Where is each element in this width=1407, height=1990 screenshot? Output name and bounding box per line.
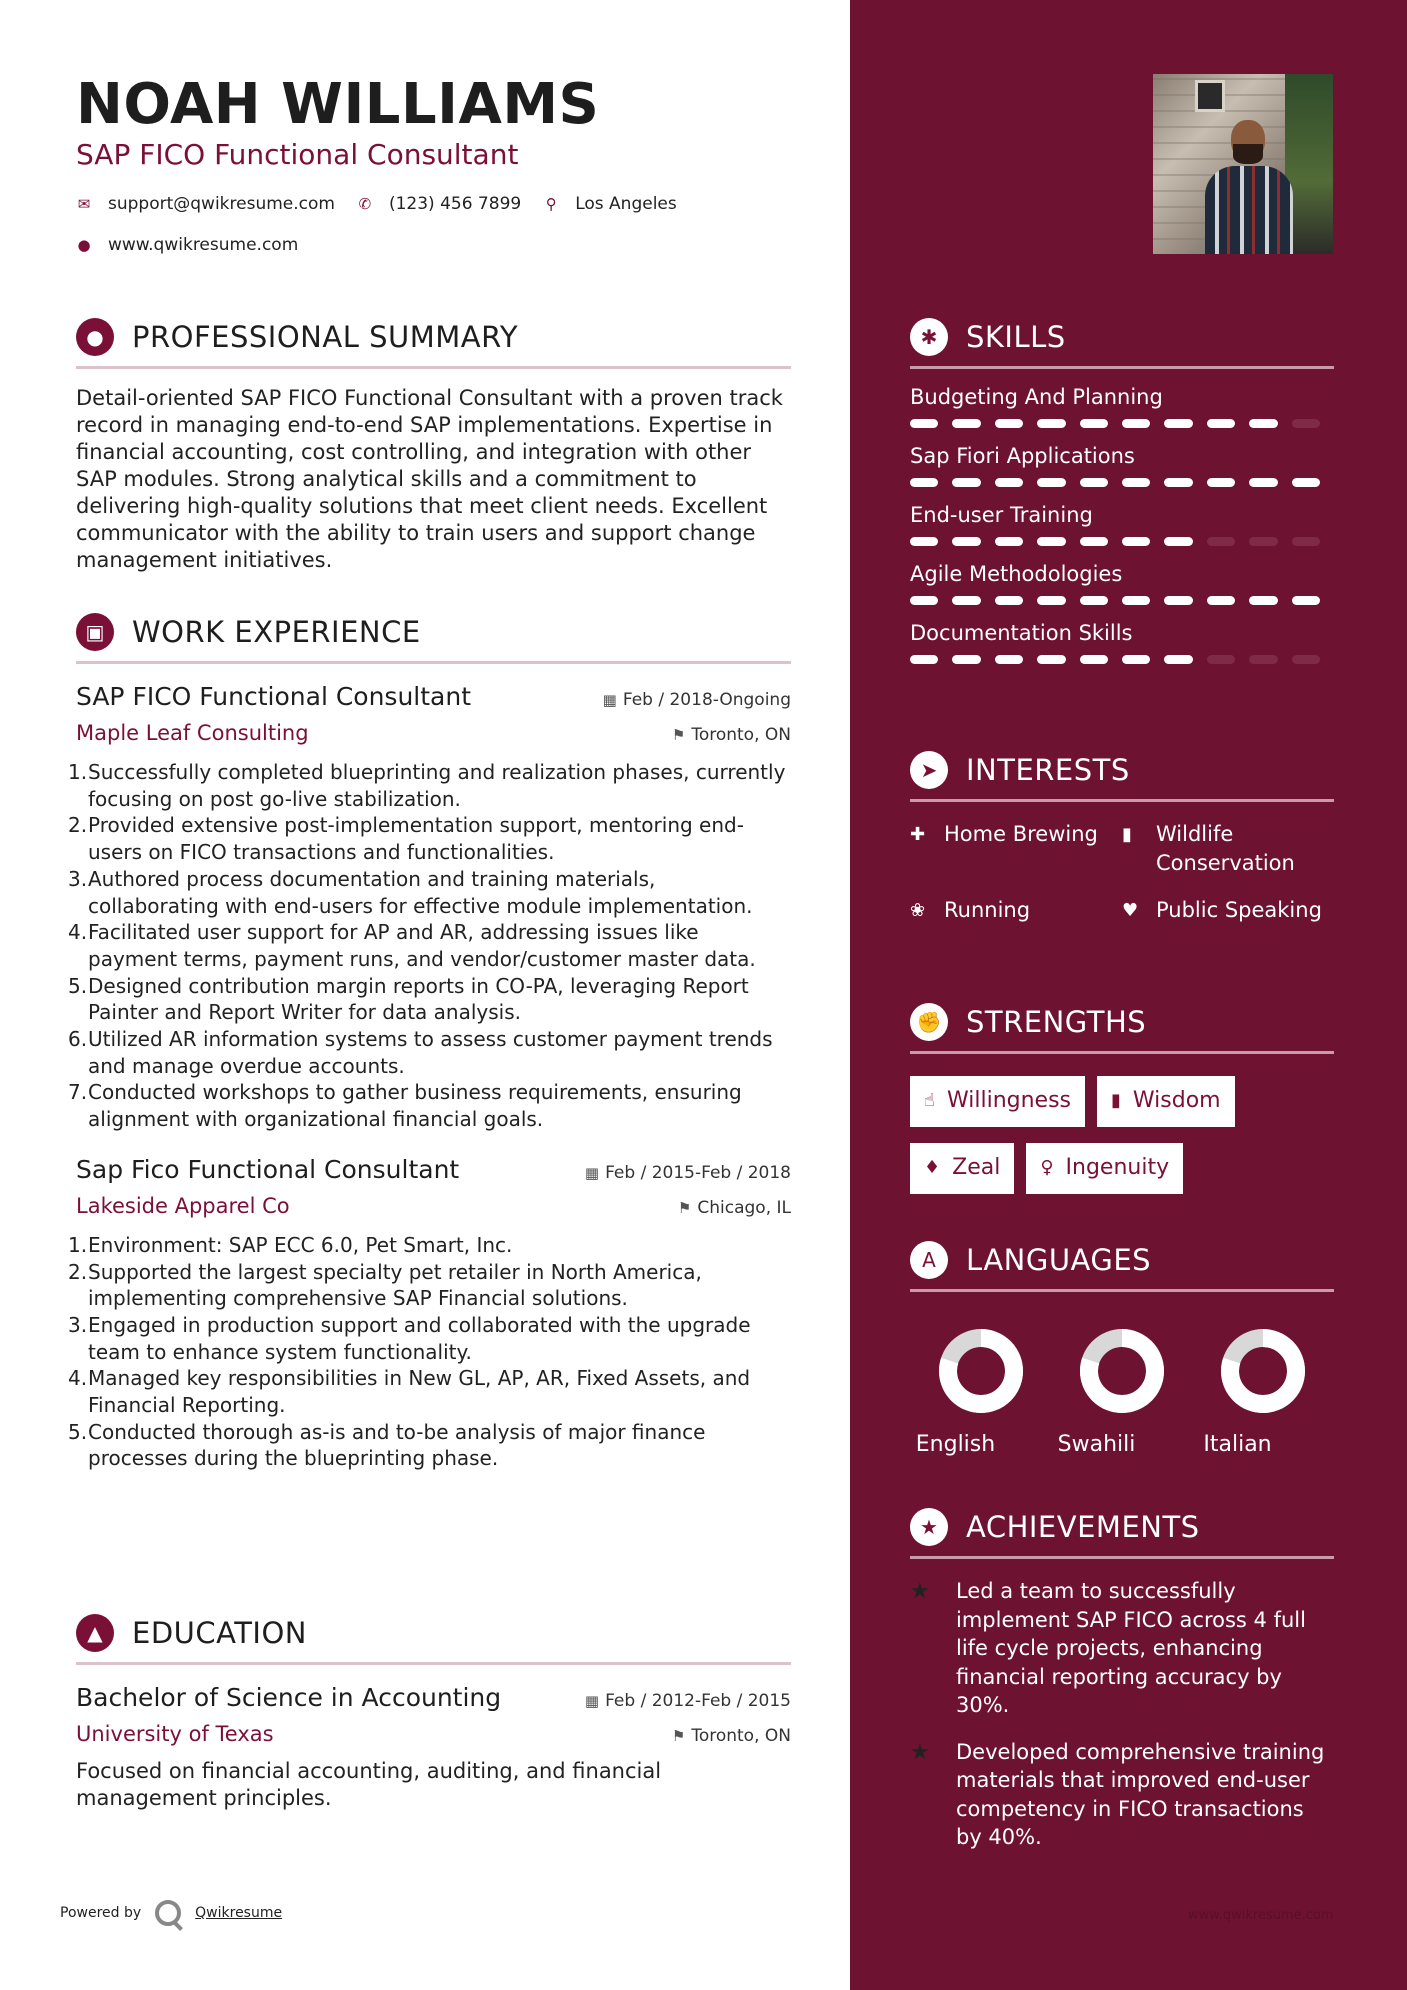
responsibility-text: Conducted thorough as-is and to-be analysis of major finance processes during the blueprinting phase. [88, 1419, 706, 1471]
skill-level-dash [1249, 478, 1277, 487]
skill-level-dash [995, 655, 1023, 664]
skill-level-dash [1080, 655, 1108, 664]
strength-label: Willingness [946, 1088, 1071, 1113]
language-proficiency-donut [938, 1328, 1024, 1414]
responsibility-item [68, 1232, 791, 1259]
interests-list [910, 820, 1334, 925]
skill-name: Agile Methodologies [910, 562, 1123, 586]
responsibility-item [68, 1079, 791, 1132]
interest-item [910, 820, 1122, 878]
responsibility-text: Conducted workshops to gather business requirements, ensuring alignment with organizational financial goals. [88, 1080, 742, 1132]
strength-tag [910, 1076, 1085, 1127]
skill-level-dash [1122, 537, 1150, 546]
strengths-section [910, 1001, 1334, 1194]
skill-level-dash [1037, 596, 1065, 605]
skill-level-meter [910, 596, 1334, 605]
contact-email[interactable]: support@qwikresume.com [108, 194, 335, 214]
skill-level-dash [910, 419, 938, 428]
brand-link[interactable]: Qwikresume [195, 1905, 283, 1921]
responsibility-text: Engaged in production support and collaborated with the upgrade team to enhance system functionality. [88, 1312, 751, 1364]
education-title: EDUCATION [132, 1616, 308, 1650]
education-dates-text: Feb / 2012-Feb / 2015 [605, 1691, 791, 1711]
strength-tag [1026, 1143, 1183, 1194]
skill-level-dash [1207, 537, 1235, 546]
interest-label: Public Speaking [1156, 898, 1322, 922]
strength-tag [1097, 1076, 1235, 1127]
interests-heading [910, 749, 1334, 791]
responsibility-text: Utilized AR information systems to assess customer payment trends and manage overdue accounts. [88, 1027, 773, 1078]
job-entry [68, 682, 791, 1133]
education-dates [585, 1691, 791, 1711]
achievement-text: Developed comprehensive training materials that improved end-user competency in FICO transactions by 40%. [956, 1739, 1325, 1849]
thumbs-up-icon: ☝ [924, 1090, 935, 1111]
skill-level-dash [952, 596, 980, 605]
responsibility-item [68, 866, 791, 919]
skill-level-dash [1080, 419, 1108, 428]
job-responsibilities [68, 1232, 791, 1472]
interest-label: Running [944, 898, 1031, 922]
calendar-icon: ▦ [584, 1692, 600, 1710]
pin-icon: ⚑ [671, 726, 686, 744]
summary-title: PROFESSIONAL SUMMARY [132, 320, 519, 354]
degree: Bachelor of Science in Accounting [76, 1683, 502, 1712]
skill-level-dash [952, 537, 980, 546]
strengths-heading [910, 1001, 1334, 1043]
profile-photo [1153, 74, 1333, 254]
skill-level-dash [1122, 478, 1150, 487]
skill-level-dash [995, 596, 1023, 605]
language-name: Italian [1203, 1432, 1272, 1457]
job-location-text: Toronto, ON [691, 725, 791, 745]
job-entry [68, 1154, 791, 1472]
puzzle-icon: ✚ [910, 824, 926, 845]
lightbulb-icon: ✱ [910, 318, 948, 356]
skill-level-dash [1207, 596, 1235, 605]
skill-level-dash [995, 419, 1023, 428]
language-item [1192, 1328, 1333, 1457]
skill-level-dash [1122, 655, 1150, 664]
achievements-heading [910, 1506, 1334, 1548]
skill-level-meter [910, 478, 1334, 487]
language-proficiency-donut [1220, 1328, 1306, 1414]
achievements-list [910, 1577, 1334, 1852]
skill-name: Sap Fiori Applications [910, 444, 1135, 468]
skill-level-dash [1249, 655, 1277, 664]
skill-level-dash [1164, 655, 1192, 664]
skill-level-meter [910, 537, 1334, 546]
job-dates-text: Feb / 2018-Ongoing [622, 690, 791, 710]
lightbulb-icon: ♀ [1040, 1157, 1054, 1178]
skill-name: Budgeting And Planning [910, 385, 1163, 409]
interest-item [1122, 820, 1334, 878]
responsibility-text: Supported the largest specialty pet retailer in North America, implementing comprehensive SAP Financial solutions. [88, 1259, 702, 1311]
skill-level-dash [910, 655, 938, 664]
skill-level-dash [1080, 537, 1108, 546]
skill-level-dash [1292, 596, 1320, 605]
job-company: Maple Leaf Consulting [76, 721, 309, 745]
languages-list [910, 1328, 1334, 1457]
skill-level-dash [1207, 655, 1235, 664]
skill-level-dash [1080, 596, 1108, 605]
section-divider [76, 366, 791, 369]
item-number: 1. [68, 760, 88, 784]
job-dates [585, 1163, 791, 1183]
fist-icon: ✊ [910, 1003, 948, 1041]
skill-level-dash [995, 537, 1023, 546]
strength-label: Zeal [952, 1155, 1001, 1180]
skill-level-dash [1292, 655, 1320, 664]
strength-label: Wisdom [1132, 1088, 1221, 1113]
phone-icon: ✆ [358, 195, 372, 213]
job-location-text: Chicago, IL [697, 1197, 791, 1218]
section-divider [910, 1556, 1334, 1559]
responsibility-text: Provided extensive post-implementation support, mentoring end-users on FICO transactions and functionalities. [88, 813, 744, 865]
contact-location: Los Angeles [575, 194, 677, 214]
globe-icon: ● [77, 236, 91, 254]
envelope-icon: ✉ [77, 195, 91, 213]
job-title: Sap Fico Functional Consultant [76, 1154, 460, 1184]
user-icon: ● [76, 318, 114, 356]
education-section [76, 1612, 791, 1812]
skill-level-meter [910, 655, 1334, 664]
skill-level-dash [1122, 596, 1150, 605]
job-company: Lakeside Apparel Co [76, 1193, 290, 1218]
responsibility-item [68, 1026, 791, 1079]
skill-level-dash [1292, 478, 1320, 487]
star-badge-icon: ★ [910, 1508, 948, 1546]
education-location [672, 1726, 791, 1746]
pin-icon: ⚑ [677, 1198, 692, 1217]
item-number: 6. [68, 1027, 88, 1052]
responsibility-item [68, 1259, 791, 1312]
job-location [678, 1198, 791, 1218]
section-divider [910, 366, 1334, 369]
contact-phone[interactable]: (123) 456 7899 [388, 194, 522, 214]
summary-section [76, 316, 791, 574]
language-icon: A [910, 1241, 948, 1279]
education-location-text: Toronto, ON [691, 1726, 791, 1746]
education-description: Focused on financial accounting, auditing, and financial management principles. [76, 1759, 662, 1810]
skill-level-dash [1037, 655, 1065, 664]
paw-icon: ❀ [910, 900, 926, 921]
school: University of Texas [76, 1722, 274, 1746]
calendar-icon: ▦ [602, 691, 617, 709]
skill-level-dash [1249, 537, 1277, 546]
item-number: 5. [68, 1419, 88, 1444]
skill-item [910, 442, 1334, 487]
strength-label: Ingenuity [1065, 1155, 1170, 1180]
achievement-item [910, 1738, 1334, 1852]
graduation-cap-icon: ▲ [76, 1614, 114, 1652]
skill-level-dash [1037, 419, 1065, 428]
contact-website[interactable]: www.qwikresume.com [108, 235, 299, 255]
skill-item [910, 619, 1334, 664]
skill-level-dash [1164, 419, 1192, 428]
skill-level-dash [995, 478, 1023, 487]
contact-row-1 [76, 194, 677, 214]
briefcase-icon: ▣ [76, 613, 114, 651]
skill-name: End-user Training [910, 503, 1093, 527]
candidate-name: NOAH WILLIAMS [76, 72, 600, 137]
experience-heading [76, 611, 791, 653]
skill-level-dash [1292, 419, 1320, 428]
skill-level-dash [910, 478, 938, 487]
skill-level-dash [1164, 537, 1192, 546]
skill-level-dash [1080, 478, 1108, 487]
item-number: 3. [68, 866, 88, 891]
language-name: Swahili [1057, 1432, 1136, 1457]
responsibility-text: Environment: SAP ECC 6.0, Pet Smart, Inc. [88, 1232, 513, 1257]
achievements-section [910, 1506, 1334, 1852]
pin-icon: ⚑ [671, 1727, 686, 1745]
languages-heading [910, 1239, 1334, 1281]
calendar-icon: ▦ [584, 1163, 600, 1182]
interest-item [910, 896, 1122, 925]
item-number: 4. [68, 920, 88, 945]
item-number: 3. [68, 1312, 88, 1337]
skill-level-meter [910, 419, 1334, 428]
languages-section [910, 1239, 1334, 1457]
strength-tag [910, 1143, 1014, 1194]
fire-icon: ♦ [924, 1157, 941, 1178]
job-location [672, 725, 791, 745]
qwikresume-logo-icon [155, 1900, 181, 1926]
item-number: 4. [68, 1366, 88, 1391]
item-number: 1. [68, 1232, 88, 1257]
item-number: 5. [68, 973, 88, 998]
experience-title: WORK EXPERIENCE [132, 615, 421, 649]
item-number: 2. [68, 1259, 88, 1284]
skill-item [910, 560, 1334, 605]
experience-section [68, 611, 791, 1472]
interest-label: Home Brewing [944, 822, 1098, 846]
section-divider [910, 1051, 1334, 1054]
skills-list [910, 383, 1334, 664]
education-heading [76, 1612, 791, 1654]
skill-level-dash [1122, 419, 1150, 428]
star-icon: ★ [910, 1579, 930, 1604]
strengths-list [910, 1076, 1334, 1194]
skill-level-dash [952, 655, 980, 664]
watermark: www.qwikresume.com [1188, 1908, 1334, 1923]
contact-row-2 [76, 235, 298, 255]
summary-heading [76, 316, 791, 358]
achievement-text: Led a team to successfully implement SAP FICO across 4 full life cycle projects, enhancing financial reporting accuracy by 30%. [956, 1579, 1306, 1717]
skill-level-dash [952, 419, 980, 428]
skill-level-dash [952, 478, 980, 487]
skill-level-dash [910, 596, 938, 605]
responsibility-item [68, 973, 791, 1026]
section-divider [76, 661, 791, 664]
candidate-title: SAP FICO Functional Consultant [76, 138, 519, 171]
achievement-item [910, 1577, 1334, 1720]
skills-title: SKILLS [966, 320, 1066, 354]
achievements-title: ACHIEVEMENTS [966, 1510, 1200, 1544]
skill-level-dash [1249, 419, 1277, 428]
strengths-title: STRENGTHS [966, 1005, 1147, 1039]
book-icon: ▮ [1111, 1090, 1121, 1111]
interest-item [1122, 896, 1334, 925]
skill-level-dash [1207, 478, 1235, 487]
responsibility-item [68, 1365, 791, 1418]
skill-level-dash [1164, 478, 1192, 487]
skill-level-dash [1037, 478, 1065, 487]
interests-section [910, 749, 1334, 925]
section-divider [76, 1662, 791, 1665]
skill-level-dash [1164, 596, 1192, 605]
responsibility-item [68, 1419, 791, 1472]
skill-level-dash [1207, 419, 1235, 428]
section-divider [910, 799, 1334, 802]
skill-level-dash [910, 537, 938, 546]
skill-level-dash [1249, 596, 1277, 605]
responsibility-text: Facilitated user support for AP and AR, addressing issues like payment terms, payment runs, and vendor/customer master data. [88, 920, 756, 971]
skill-level-dash [1292, 537, 1320, 546]
item-number: 2. [68, 813, 88, 838]
skills-section [910, 316, 1334, 664]
responsibility-item [68, 759, 791, 812]
skill-level-dash [1037, 537, 1065, 546]
skills-heading [910, 316, 1334, 358]
language-name: English [915, 1432, 996, 1457]
responsibility-text: Successfully completed blueprinting and realization phases, currently focusing on post go-live stabilization. [88, 760, 786, 811]
book-icon: ▮ [1122, 824, 1132, 845]
responsibility-item [68, 812, 791, 865]
powered-by-label: Powered by [60, 1905, 142, 1921]
heartbeat-icon: ♥ [1122, 900, 1139, 921]
responsibility-item [68, 1312, 791, 1365]
item-number: 7. [68, 1080, 88, 1105]
skill-item [910, 383, 1334, 428]
interest-label: Wildlife Conservation [1156, 822, 1295, 875]
responsibility-item [68, 919, 791, 972]
language-proficiency-donut [1079, 1328, 1165, 1414]
map-pin-icon: ⚲ [545, 195, 557, 213]
responsibility-text: Designed contribution margin reports in CO-PA, leveraging Report Painter and Report Writer for data analysis. [88, 973, 749, 1025]
job-dates [603, 690, 791, 710]
job-title: SAP FICO Functional Consultant [76, 682, 472, 711]
responsibility-text: Managed key responsibilities in New GL, AP, AR, Fixed Assets, and Financial Reporting. [88, 1366, 751, 1418]
section-divider [910, 1289, 1334, 1292]
star-icon: ★ [910, 1739, 930, 1765]
skill-name: Documentation Skills [910, 621, 1133, 645]
summary-text: Detail-oriented SAP FICO Functional Consultant with a proven track record in managing end-to-end SAP implementations. Expertise in financial accounting, cost controlling, and integration with other SAP modules. Strong analytical skills and a commitment to delivering high-quality solutions that meet client needs. Excellent communicator with the ability to train users and support change management initiatives. [76, 386, 783, 572]
responsibility-text: Authored process documentation and training materials, collaborating with end-users for effective module implementation. [88, 866, 753, 918]
languages-title: LANGUAGES [966, 1243, 1152, 1277]
job-responsibilities [68, 759, 791, 1133]
interests-title: INTERESTS [966, 753, 1130, 787]
job-dates-text: Feb / 2015-Feb / 2018 [605, 1162, 791, 1183]
footer [60, 1900, 282, 1926]
paper-plane-icon: ➤ [910, 751, 948, 789]
skill-item [910, 501, 1334, 546]
